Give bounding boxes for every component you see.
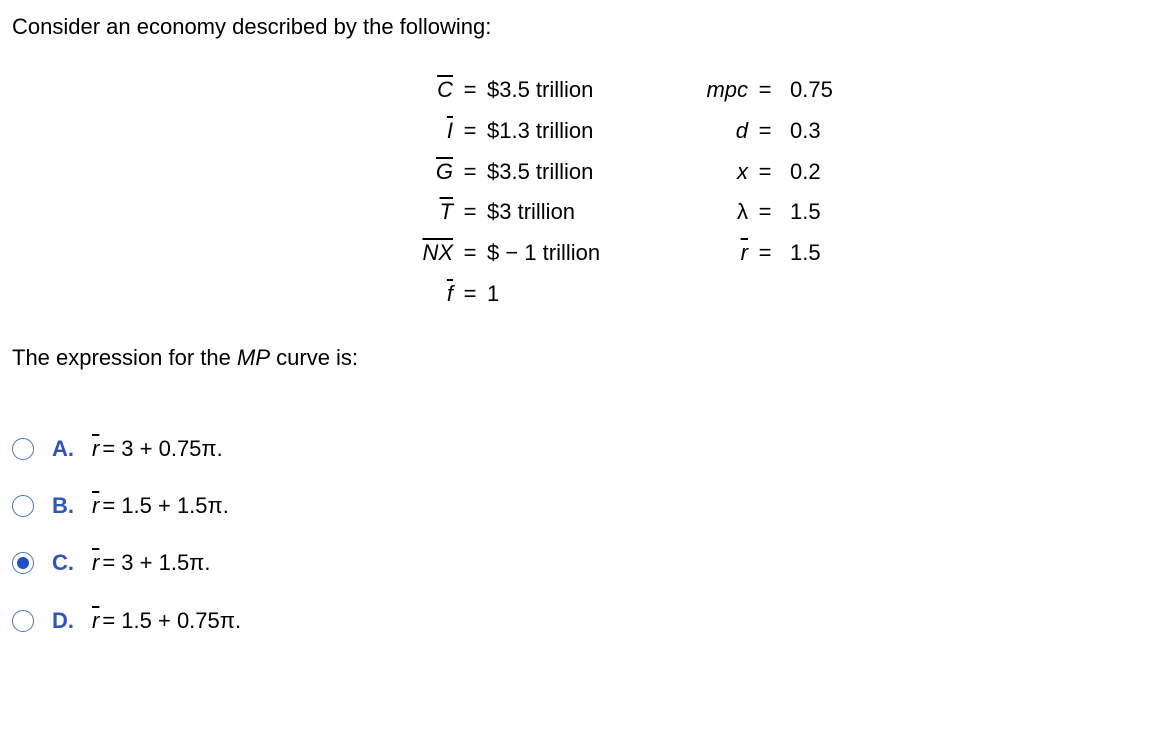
question-mp: MP <box>237 345 271 370</box>
intro-text: Consider an economy described by the following: <box>12 14 492 39</box>
question-pre: The expression for the <box>12 345 238 370</box>
variable-row-lambda <box>690 196 833 237</box>
variable-row-g <box>395 156 600 197</box>
option-formula-d <box>92 608 241 634</box>
variable-symbol-mpc: mpc <box>706 77 748 102</box>
variables-right-column <box>690 74 833 278</box>
variable-value-lambda: 1.5 <box>790 199 821 225</box>
formula-rest-a: = 3 + 0.75π. <box>102 435 223 461</box>
option-letter-c: C. <box>52 550 74 576</box>
formula-var-c: $\overline{r}$ <box>92 550 100 576</box>
formula-rest-d: = 1.5 + 0.75π. <box>102 607 242 633</box>
variable-value-c: $3.5 trillion <box>487 77 594 102</box>
equals-sign: = <box>463 199 477 225</box>
equals-sign: = <box>463 158 477 184</box>
answer-options <box>12 420 241 649</box>
option-formula-a <box>92 436 223 462</box>
question-post: curve is: <box>270 345 359 370</box>
variable-value-i: $1.3 trillion <box>487 117 594 143</box>
equals-sign: = <box>463 280 477 306</box>
formula-var-d: $\overline{r}$ <box>92 607 100 633</box>
variable-value-r: 1.5 <box>790 240 821 266</box>
variable-value-d: 0.3 <box>790 117 821 143</box>
equals-sign: = <box>463 117 477 143</box>
variable-value-mpc: 0.75 <box>790 77 833 102</box>
variable-value-t: $3 trillion <box>487 199 576 225</box>
equals-sign: = <box>758 117 772 143</box>
radio-button-c[interactable] <box>12 552 34 574</box>
variable-row-mpc <box>690 74 833 115</box>
option-c[interactable] <box>12 535 241 592</box>
variable-row-i <box>395 115 600 156</box>
formula-var-b: $\overline{r}$ <box>92 492 100 518</box>
variable-symbol-d: d <box>735 117 748 143</box>
variable-row-x <box>690 156 833 197</box>
option-d[interactable] <box>12 592 241 649</box>
variable-row-c <box>395 74 600 115</box>
variable-value-x: 0.2 <box>790 158 821 184</box>
option-b[interactable] <box>12 477 241 534</box>
option-a[interactable] <box>12 420 241 477</box>
equals-sign: = <box>758 199 772 225</box>
equals-sign: = <box>758 240 772 266</box>
variable-symbol-f: $\overline{f}$ <box>446 280 453 306</box>
question-text <box>12 343 358 373</box>
variable-row-f <box>395 278 600 319</box>
option-letter-d: D. <box>52 607 74 633</box>
variable-value-f: 1 <box>487 280 500 306</box>
variable-symbol-lambda: λ <box>737 199 748 225</box>
variable-symbol-i: $\overline{I}$ <box>446 117 453 143</box>
variables-left-column <box>395 74 600 319</box>
formula-var-a: $\overline{r}$ <box>92 435 100 461</box>
variable-symbol-g: $\overline{G}$ <box>435 158 453 184</box>
variable-value-g: $3.5 trillion <box>487 158 594 184</box>
formula-rest-c: = 3 + 1.5π. <box>102 550 211 576</box>
radio-button-b[interactable] <box>12 495 34 517</box>
formula-rest-b: = 1.5 + 1.5π. <box>102 492 229 518</box>
variable-symbol-r: $\overline{r}$ <box>740 240 748 266</box>
option-formula-c <box>92 550 210 576</box>
variable-symbol-c: $\overline{C}$ <box>437 77 453 102</box>
variable-value-nx: $ − 1 trillion <box>487 240 601 266</box>
radio-button-d[interactable] <box>12 610 34 632</box>
variable-row-t <box>395 196 600 237</box>
variable-row-nx <box>395 237 600 278</box>
equals-sign: = <box>758 158 772 184</box>
option-letter-b: B. <box>52 492 74 518</box>
variable-row-r <box>690 237 833 278</box>
variable-row-d <box>690 115 833 156</box>
option-letter-a: A. <box>52 435 74 461</box>
variable-symbol-nx: $\overline{NX}$ <box>422 240 453 266</box>
variable-symbol-t: $\overline{T}$ <box>439 199 453 225</box>
equals-sign: = <box>758 77 772 102</box>
equals-sign: = <box>463 240 477 266</box>
option-formula-b <box>92 493 229 519</box>
variable-symbol-x: x <box>737 158 748 184</box>
equals-sign: = <box>463 77 477 102</box>
radio-button-a[interactable] <box>12 438 34 460</box>
